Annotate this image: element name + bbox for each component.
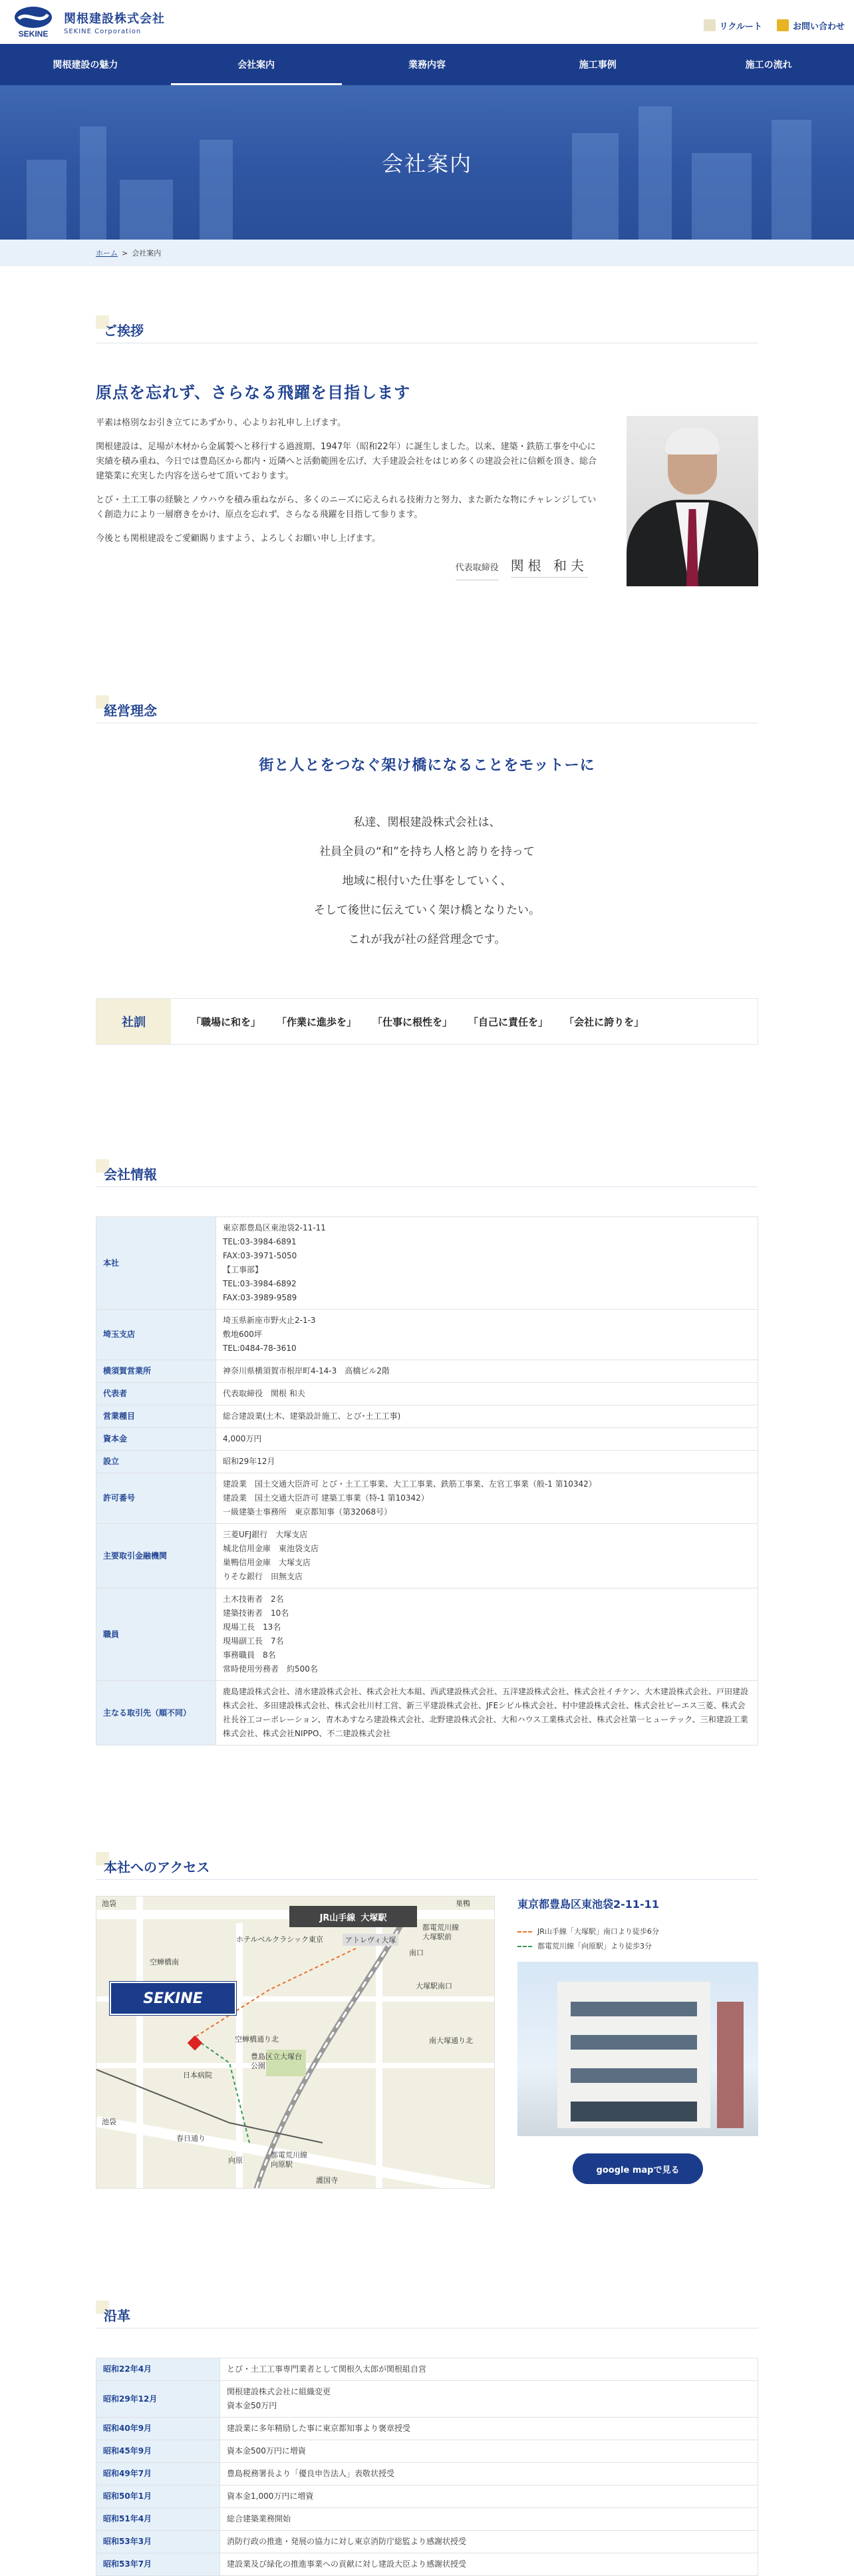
history-section: [96, 2189, 758, 2576]
company-motto-box: [96, 998, 758, 1045]
table-row-label: 昭和40年9月: [96, 2418, 220, 2440]
table-cell-line: 消防行政の推進・発展の協力に対し東京消防庁総監より感謝状授受: [227, 2537, 467, 2546]
company-info-section: [96, 1045, 758, 1746]
table-row-value: [216, 1681, 758, 1746]
table-cell-line: 一級建築士事務所 東京都知事（第32068号）: [223, 1507, 392, 1517]
table-row-value: [216, 1524, 758, 1588]
hero-banner: [0, 85, 854, 240]
map-label: 都電荒川線: [271, 2151, 307, 2159]
table-row-value: [220, 2440, 758, 2463]
table-row-value: [220, 2418, 758, 2440]
contact-label: お問い合わせ: [792, 21, 845, 32]
company-info-row: [96, 1217, 758, 1310]
table-row-label: 埼玉支店: [96, 1310, 216, 1360]
map-label: 豊島区立大塚台公園: [251, 2052, 302, 2070]
company-info-row: [96, 1524, 758, 1588]
philosophy-line: 社員全員の“和”を持ち人格と誇りを持って: [319, 845, 535, 858]
table-row-label: 資本金: [96, 1428, 216, 1451]
hero-building-decor: [80, 126, 106, 240]
legend-item-toden: 都電荒川線「向原駅」より徒歩3分: [517, 1939, 758, 1954]
history-row: [96, 2553, 758, 2576]
breadcrumb-home-link[interactable]: ホーム: [96, 249, 118, 258]
history-row: [96, 2485, 758, 2508]
access-section: [96, 1746, 758, 2189]
legend-item-jr: JR山手線「大塚駅」南口より徒歩6分: [517, 1925, 758, 1939]
table-cell-line: 現場工長 13名: [223, 1622, 281, 1632]
table-cell-line: TEL:0484-78-3610: [223, 1344, 297, 1353]
philosophy-section: [96, 586, 758, 1045]
greeting-paragraph: 平素は格別なお引き立てにあずかり、心よりお礼申し上げます。: [96, 418, 346, 428]
brand-name: 関根建設株式会社: [64, 11, 165, 26]
dashed-line-icon: [517, 1931, 532, 1932]
google-map-button[interactable]: google mapで見る: [573, 2153, 703, 2184]
table-row-label: 昭和53年3月: [96, 2531, 220, 2553]
motto-item: 「仕事に根性を」: [372, 1015, 453, 1028]
map-label: 南大塚通り北: [429, 2036, 473, 2045]
page-title: 会社案内: [381, 151, 472, 176]
logo-word: SEKINE: [18, 29, 49, 39]
table-cell-line: TEL:03-3984-6891: [223, 1237, 297, 1246]
map-label: ホテルベルクラシック東京: [236, 1935, 324, 1944]
table-cell-line: 敷地600坪: [223, 1330, 262, 1339]
table-cell-line: 4,000万円: [223, 1434, 262, 1443]
table-cell-line: 代表取締役 関根 和夫: [223, 1389, 305, 1398]
table-cell-line: 資本金1,000万円に増資: [227, 2491, 314, 2501]
table-cell-line: FAX:03-3971-5050: [223, 1251, 297, 1260]
contact-link[interactable]: [777, 13, 845, 32]
table-cell-line: 建設業及び緑化の推進事業への貢献に対し建設大臣より感謝状授受: [227, 2559, 467, 2569]
greeting-heading: ご挨拶: [96, 321, 758, 343]
breadcrumb-separator: >: [122, 248, 128, 258]
map-station-name: 大塚駅: [360, 1913, 387, 1923]
hero-building-decor: [639, 106, 672, 240]
access-info: [517, 1896, 758, 2189]
history-row: [96, 2463, 758, 2485]
greeting-section: [96, 266, 758, 586]
table-cell-line: 関根建設株式会社に組織変更: [227, 2387, 331, 2396]
nav-item-flow[interactable]: 施工の流れ: [745, 60, 792, 71]
table-cell-line: 巣鴨信用金庫 大塚支店: [223, 1558, 311, 1567]
table-cell-line: 東京都豊島区東池袋2-11-11: [223, 1223, 326, 1232]
table-row-value: [216, 1310, 758, 1360]
recruit-icon: [704, 19, 716, 31]
table-cell-line: とび・土工工事専門業者として関根久太郎が関根組自営: [227, 2364, 427, 2374]
map-label: アトレヴィ大塚: [343, 1934, 398, 1946]
company-info-row: [96, 1310, 758, 1360]
table-cell-line: 現場副工長 7名: [223, 1636, 284, 1646]
mail-icon: [777, 19, 789, 31]
nav-item-business[interactable]: 業務内容: [408, 60, 446, 71]
table-row-value: [220, 2463, 758, 2485]
table-cell-line: 埼玉県新座市野火止2-1-3: [223, 1316, 316, 1325]
map-sekine-marker: SEKINE: [110, 1982, 236, 2015]
philosophy-heading: 経営理念: [96, 701, 758, 723]
table-cell-line: 土木技術者 2名: [223, 1594, 284, 1604]
hero-building-decor: [772, 120, 811, 240]
company-info-row: [96, 1405, 758, 1428]
table-row-label: 横須賀営業所: [96, 1360, 216, 1383]
greeting-text: [96, 416, 601, 586]
map-label: 空蝉橋南: [150, 1958, 179, 1966]
company-info-row: [96, 1428, 758, 1451]
table-cell-line: 常時使用労務者 約500名: [223, 1664, 318, 1674]
brand-subtitle: SEKINE Corporation: [64, 27, 142, 35]
table-row-value: [220, 2381, 758, 2418]
company-heading: 会社情報: [96, 1165, 758, 1187]
nav-item-appeal[interactable]: 関根建設の魅力: [53, 60, 118, 71]
map-label: 向原: [228, 2156, 243, 2165]
table-row-label: 昭和22年4月: [96, 2358, 220, 2381]
history-row: [96, 2418, 758, 2440]
greeting-paragraph: とび・土工工事の経験とノウハウを積み重ねながら、多くのニーズに応えられる技術力と努力、また新たな物にチャレンジしていく創造力により一層磨きをかけ、原点を忘れず、さらなる飛躍を目指して参ります。: [96, 495, 597, 520]
table-row-label: 設立: [96, 1451, 216, 1473]
breadcrumb: [0, 240, 854, 266]
dashed-line-icon: [517, 1946, 532, 1947]
motto-item: 「作業に進歩を」: [277, 1015, 357, 1028]
global-nav: [0, 44, 854, 85]
table-cell-line: 神奈川県横須賀市根岸町4-14-3 高橋ビル2階: [223, 1366, 390, 1376]
recruit-link[interactable]: [704, 13, 762, 32]
table-cell-line: 【工事部】: [223, 1265, 263, 1274]
map-label: 空蝉橋通り北: [235, 2035, 279, 2044]
philosophy-line: 私達、関根建設株式会社は、: [353, 816, 501, 829]
hero-building-decor: [572, 133, 619, 240]
table-row-label: 許可番号: [96, 1473, 216, 1524]
history-heading: 沿革: [96, 2306, 758, 2328]
history-row: [96, 2531, 758, 2553]
hero-building-decor: [692, 153, 752, 240]
map-station-bar: [289, 1906, 417, 1927]
signature-name: 関根 和夫: [511, 556, 588, 578]
hero-building-decor: [27, 160, 67, 240]
nav-item-company[interactable]: 会社案内: [171, 44, 342, 85]
philosophy-line: これが我が社の経営理念です。: [348, 933, 506, 946]
access-legend: [517, 1925, 758, 1954]
table-cell-line: 鹿島建設株式会社、清水建設株式会社、株式会社大本組、西武建設株式会社、五洋建設株式会社、株式会社イチケン、大木建設株式会社、戸田建設株式会社、多田建設株式会社、株式会社川村工営、新三平建設株式会社、JFEシビル株式会社、村中建設株式会社、株式会社ピーエス三菱、株式会社長谷工コーポレーション、青木あすなろ建設株式会社、北野建設株式会社、大和ハウス工業株式会社、株式会社第一ヒューテック、三和建設工業株式会社、株式会社NIPPO、不二建設株式会社: [223, 1687, 748, 1738]
table-row-label: 昭和50年1月: [96, 2485, 220, 2508]
map-label: 向原駅: [271, 2160, 293, 2169]
motto-label: 社訓: [96, 999, 171, 1044]
table-row-label: 代表者: [96, 1383, 216, 1405]
hero-building-decor: [120, 180, 173, 240]
table-cell-line: 建設業に多年精励した事に東京都知事より褒章授受: [227, 2424, 411, 2433]
map-label: 春日通り: [176, 2134, 206, 2143]
table-row-label: 昭和45年9月: [96, 2440, 220, 2463]
table-row-value: [220, 2531, 758, 2553]
company-info-row: [96, 1383, 758, 1405]
table-row-value: [216, 1588, 758, 1681]
table-cell-line: TEL:03-3984-6892: [223, 1279, 297, 1288]
table-row-label: 昭和49年7月: [96, 2463, 220, 2485]
table-cell-line: 豊島税務署長より「優良申告法人」表敬状授受: [227, 2469, 395, 2478]
table-row-value: [220, 2485, 758, 2508]
table-cell-line: 三菱UFJ銀行 大塚支店: [223, 1530, 308, 1539]
map-station-line: JR山手線: [319, 1913, 356, 1923]
table-row-label: 職員: [96, 1588, 216, 1681]
hero-building-decor: [200, 140, 233, 240]
table-row-label: 本社: [96, 1217, 216, 1310]
table-row-value: [216, 1473, 758, 1524]
table-row-value: [220, 2508, 758, 2531]
table-row-label: 主要取引金融機関: [96, 1524, 216, 1588]
president-photo: [627, 416, 758, 586]
greeting-paragraph: 今後とも関根建設をご愛顧賜りますよう、よろしくお願い申し上げます。: [96, 534, 380, 544]
table-row-value: [220, 2358, 758, 2381]
signature: [96, 556, 601, 580]
table-row-value: [216, 1217, 758, 1310]
table-row-value: [216, 1405, 758, 1428]
philosophy-line: そして後世に伝えていく架け橋となりたい。: [314, 904, 540, 917]
motto-item: 「自己に責任を」: [468, 1015, 549, 1028]
table-row-value: [220, 2553, 758, 2576]
philosophy-lines: [96, 808, 758, 954]
table-cell-line: 総合建築業務開始: [227, 2514, 291, 2523]
site-logo[interactable]: [9, 5, 165, 39]
table-row-value: [216, 1360, 758, 1383]
motto-item: 「職場に和を」: [191, 1015, 261, 1028]
history-table: [96, 2358, 758, 2576]
map-label: 大塚駅前: [422, 1932, 452, 1941]
table-cell-line: りそな銀行 田無支店: [223, 1572, 303, 1581]
sekine-logo-icon: [9, 5, 57, 39]
history-row: [96, 2358, 758, 2381]
table-cell-line: 建設業 国土交通大臣許可 とび・土工工事業、大工工事業、鉄筋工事業、左官工事業（般-1 第10342）: [223, 1479, 597, 1489]
company-info-row: [96, 1451, 758, 1473]
table-row-label: 昭和53年7月: [96, 2553, 220, 2576]
map-label: 南口: [409, 1948, 424, 1957]
company-info-row: [96, 1360, 758, 1383]
company-info-row: [96, 1473, 758, 1524]
philosophy-line: 地域に根付いた仕事をしていく、: [342, 874, 512, 888]
table-cell-line: 資本金50万円: [227, 2401, 277, 2410]
table-cell-line: 資本金500万円に増資: [227, 2446, 306, 2456]
map-label: 日本病院: [183, 2071, 212, 2080]
map-label: 大塚駅南口: [416, 1982, 452, 1990]
greeting-paragraph: 関根建設は、足場が木材から金属製へと移行する過渡期、1947年（昭和22年）に誕生しました。以来、建築・鉄筋工事を中心に実績を積み重ね、今日では豊島区から都内・近隣へと活動範囲を広げ、大手建設会社をはじめ多くの建設会社に信頼を頂き、総合建築業に充実した内容を送らせて頂いております。: [96, 442, 597, 481]
table-row-value: [216, 1428, 758, 1451]
company-info-row: [96, 1681, 758, 1746]
map-label: 護国寺: [316, 2176, 338, 2185]
table-row-label: 昭和29年12月: [96, 2381, 220, 2418]
greeting-title: 原点を忘れず、さらなる飛躍を目指します: [96, 383, 411, 402]
company-info-row: [96, 1588, 758, 1681]
table-row-label: 営業種目: [96, 1405, 216, 1428]
table-row-value: [216, 1451, 758, 1473]
table-row-label: 昭和51年4月: [96, 2508, 220, 2531]
map-label: 池袋: [102, 2117, 116, 2126]
history-row: [96, 2381, 758, 2418]
access-map[interactable]: [96, 1896, 495, 2189]
map-label: 都電荒川線: [422, 1923, 459, 1932]
head-office-photo: [517, 1962, 758, 2136]
history-row: [96, 2440, 758, 2463]
table-cell-line: 城北信用金庫 東池袋支店: [223, 1544, 319, 1553]
table-cell-line: 総合建設業(土木、建築設計施工、とび･土工工事): [223, 1411, 401, 1421]
recruit-label: リクルート: [719, 21, 762, 32]
map-label: 巣鴨: [456, 1899, 470, 1908]
access-address: 東京都豊島区東池袋2-11-11: [517, 1898, 659, 1911]
table-cell-line: 事務職員 8名: [223, 1650, 276, 1660]
map-label: 池袋: [102, 1899, 116, 1908]
site-header: [0, 0, 854, 44]
table-cell-line: 建築技術者 10名: [223, 1608, 289, 1618]
table-cell-line: FAX:03-3989-9589: [223, 1293, 297, 1302]
access-heading: 本社へのアクセス: [96, 1857, 758, 1880]
table-row-value: [216, 1383, 758, 1405]
table-cell-line: 建設業 国土交通大臣許可 建築工事業（特-1 第10342）: [223, 1493, 429, 1503]
philosophy-motto: 街と人とをつなぐ架け橋になることをモットーに: [259, 757, 595, 774]
breadcrumb-current: 会社案内: [132, 249, 162, 258]
history-row: [96, 2508, 758, 2531]
table-cell-line: 昭和29年12月: [223, 1457, 275, 1466]
table-row-label: 主なる取引先（順不同）: [96, 1681, 216, 1746]
nav-item-works[interactable]: 施工事例: [579, 60, 617, 71]
company-info-table: [96, 1216, 758, 1746]
motto-item: 「会社に誇りを」: [564, 1015, 644, 1028]
signature-title: 代表取締役: [456, 558, 499, 580]
